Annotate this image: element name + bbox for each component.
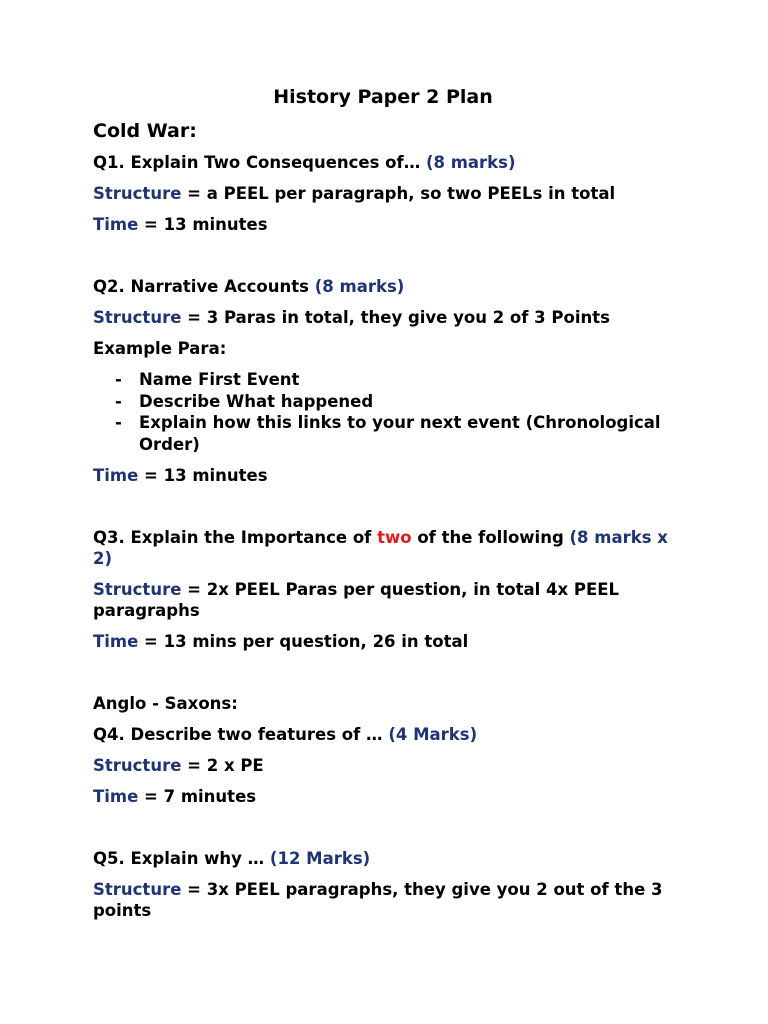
q5-structure <box>93 879 683 921</box>
q4-structure-label: Structure <box>93 756 182 775</box>
q1-structure-text: = a PEEL per paragraph, so two PEELs in total <box>181 184 616 203</box>
q3-question-before: Q3. Explain the Importance of <box>93 528 378 547</box>
q4-question-text: Q4. Describe two features of … <box>93 725 383 744</box>
spacer <box>93 496 683 527</box>
q1-structure-label: Structure <box>93 184 182 203</box>
q2-question <box>93 276 683 297</box>
q2-structure-text: = 3 Paras in total, they give you 2 of 3 Points <box>181 308 610 327</box>
q2-question-text: Q2. Narrative Accounts <box>93 277 309 296</box>
q2-time <box>93 465 683 486</box>
q2-marks: (8 marks) <box>314 277 405 296</box>
q3-structure-text: = 2x PEEL Paras per question, in total 4x PEEL paragraphs <box>93 580 620 620</box>
q2-structure <box>93 307 683 328</box>
spacer <box>93 662 683 693</box>
q3-time-label: Time <box>93 632 139 651</box>
q4-time <box>93 786 683 807</box>
page-title: History Paper 2 Plan <box>273 86 493 108</box>
q1-question-text: Q1. Explain Two Consequences of… <box>93 153 421 172</box>
q3-structure-label: Structure <box>93 580 182 599</box>
list-item <box>93 391 683 413</box>
q1-time <box>93 214 683 235</box>
bullet-dash: - <box>115 370 122 389</box>
list-item-text: Name First Event <box>139 370 300 389</box>
list-item-text: Describe What happened <box>139 391 374 411</box>
q2-structure-label: Structure <box>93 308 182 327</box>
q3-structure <box>93 579 683 621</box>
q4-structure-text: = 2 x PE <box>181 756 264 775</box>
q2-time-label: Time <box>93 466 139 485</box>
list-item <box>93 412 683 455</box>
cold-war-heading: Cold War: <box>93 120 197 142</box>
q3-question-highlight: two <box>377 528 412 547</box>
q2-example-label: Example Para: <box>93 339 227 358</box>
spacer <box>93 245 683 276</box>
q1-time-label: Time <box>93 215 139 234</box>
bullet-dash: - <box>115 413 122 432</box>
q3-marks: (8 marks x 2) <box>93 528 668 568</box>
q3-time <box>93 631 683 652</box>
q5-question-text: Q5. Explain why … <box>93 849 265 868</box>
q3-question-after: of the following <box>411 528 570 547</box>
q5-marks: (12 Marks) <box>269 849 371 868</box>
q2-bullet-list <box>93 369 683 455</box>
bullet-dash: - <box>115 391 122 411</box>
q4-structure <box>93 755 683 776</box>
q4-question <box>93 724 683 745</box>
q4-time-text: = 7 minutes <box>138 787 257 806</box>
spacer <box>93 817 683 848</box>
q4-time-label: Time <box>93 787 139 806</box>
list-item-text: Explain how this links to your next event (Chronological Order) <box>139 413 661 454</box>
q2-time-text: = 13 minutes <box>138 466 268 485</box>
q4-marks: (4 Marks) <box>388 725 478 744</box>
q5-structure-label: Structure <box>93 880 182 899</box>
q1-marks: (8 marks) <box>425 153 516 172</box>
q1-time-text: = 13 minutes <box>138 215 268 234</box>
list-item <box>93 369 683 391</box>
anglo-saxons-heading: Anglo - Saxons: <box>93 694 238 713</box>
q1-question <box>93 152 683 173</box>
q5-structure-text: = 3x PEEL paragraphs, they give you 2 out of the 3 points <box>93 880 663 920</box>
q5-question <box>93 848 683 869</box>
document-page <box>93 86 683 931</box>
q3-time-text: = 13 mins per question, 26 in total <box>138 632 469 651</box>
q3-question <box>93 527 683 569</box>
q1-structure <box>93 183 683 204</box>
